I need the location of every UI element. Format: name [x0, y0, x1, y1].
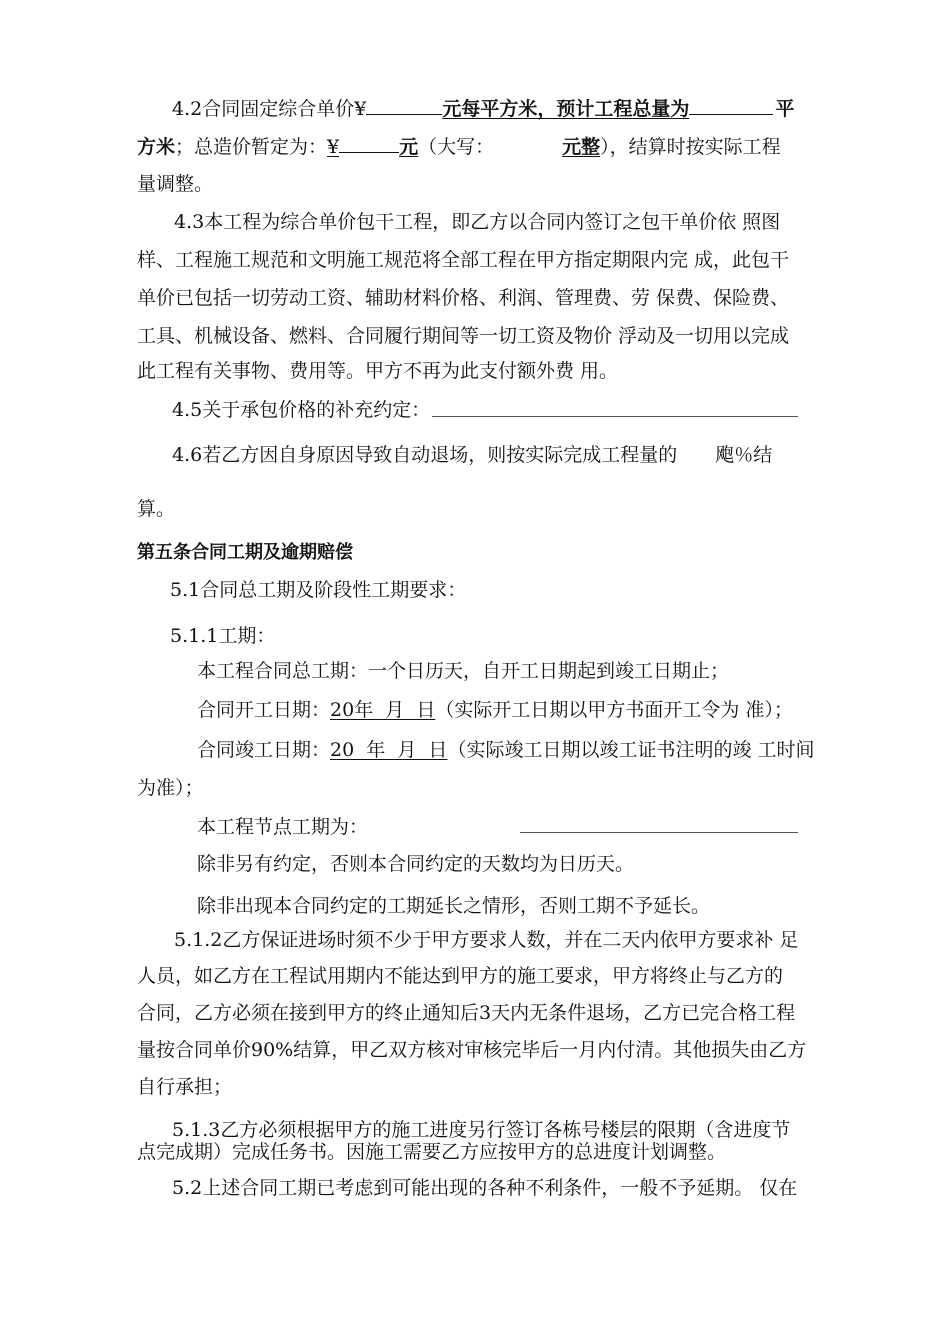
clause-4-2-line-3: 量调整。: [137, 173, 214, 195]
start-date-value: 20年 月 日: [330, 699, 436, 721]
clause-4-6-line-1: [172, 443, 772, 467]
yuan-text: 元: [399, 136, 419, 158]
total-cost-blank: [339, 134, 399, 153]
yuan-whole-text: 元整: [562, 136, 601, 158]
end-date-note: （实际竣工日期以竣工证书注明的竣 工时间: [447, 739, 815, 761]
area-unit-start: 平: [775, 98, 795, 120]
percent-text: 飑％结: [715, 444, 773, 466]
unit-price-blank: [366, 96, 442, 115]
clause-4-2-line-2: [137, 134, 781, 159]
clause-4-6-line-2: 算。: [137, 498, 176, 520]
clause-5-1-2-line: 人员，如乙方在工程试用期内不能达到甲方的施工要求，甲方将终止与乙方的: [137, 965, 784, 987]
currency-symbol-2: ¥: [327, 136, 340, 158]
start-date-note: （实际开工日期以甲方书面开工令为 准）；: [435, 699, 793, 721]
clause-5-1-2-line: 5.1.2乙方保证进场时须不少于甲方要求人数，并在二天内依甲方要求补 足: [174, 929, 799, 951]
no-extension-text: 除非出现本合同约定的工期延长之情形，否则工期不予延长。: [197, 895, 711, 917]
unit-text: 元每平方米，预计工程总量为: [442, 98, 690, 120]
capital-label: （大写：: [418, 136, 495, 158]
clause-4-5-label: 4.5关于承包价格的补充约定：: [172, 399, 431, 421]
clause-5-1-2-line: 自行承担；: [137, 1076, 233, 1098]
clause-4-3-line: 单价已包括一切劳动工资、辅助材料价格、利润、管理费、劳 保费、保险费、: [137, 287, 790, 309]
node-duration-label: 本工程节点工期为：: [197, 816, 369, 838]
clause-5-2-line: 5.2上述合同工期已考虑到可能出现的各种不利条件，一般不予延期。 仅在: [172, 1177, 798, 1199]
start-date-line: [197, 698, 793, 722]
clause-4-5-fill-line: [432, 416, 798, 417]
clause-5-1-label: 5.1合同总工期及阶段性工期要求：: [170, 579, 467, 601]
clause-5-1-2-line: 合同，乙方必须在接到甲方的终止通知后3天内无条件退场，乙方已完合格工程: [137, 1002, 796, 1024]
clause-4-2-line-1: [172, 96, 794, 121]
end-date-label: 合同竣工日期：: [197, 739, 331, 761]
clause-5-1-2-line: 量按合同单价90%结算，甲乙双方核对审核完毕后一月内付清。其他损失由乙方: [137, 1039, 807, 1061]
total-duration-text: 本工程合同总工期：一个日历天，自开工日期起到竣工日期止；: [197, 660, 730, 682]
clause-4-3-line: 样、工程施工规范和文明施工规范将全部工程在甲方指定期限内完 成，此包干: [137, 249, 790, 271]
clause-5-1-3-line: 5.1.3乙方必须根据甲方的施工进度另行签订各栋号楼层的限期（含进度节: [172, 1119, 791, 1141]
clause-5-1-1-label: 5.1.1工期：: [170, 625, 276, 647]
start-date-label: 合同开工日期：: [197, 699, 331, 721]
total-cost-label: ；总造价暂定为：: [175, 136, 328, 158]
article-5-heading: 第五条合同工期及逾期赔偿: [137, 542, 353, 563]
clause-5-1-3-line: 点完成期）完成任务书。因施工需要乙方应按甲方的总进度计划调整。: [137, 1141, 727, 1163]
settlement-text: ），结算时按实际工程: [600, 136, 781, 158]
currency-symbol: ¥: [354, 98, 367, 120]
clause-4-2-text: 4.2合同固定综合单价: [172, 98, 355, 120]
area-unit-end: 方米: [137, 136, 176, 158]
node-duration-fill-line: [520, 832, 798, 833]
clause-4-3-line: 工具、机械设备、燃料、合同履行期间等一切工资及物价 浮动及一切用以完成: [137, 325, 790, 347]
end-date-value: 20 年 月 日: [330, 739, 448, 761]
total-area-blank: [689, 96, 773, 115]
end-date-line-2: 为准）；: [137, 777, 204, 799]
clause-4-3-line: 此工程有关事物、费用等。甲方不再为此支付额外费 用。: [137, 360, 619, 382]
end-date-line: [197, 738, 814, 762]
clause-4-3-line: 4.3本工程为综合单价包干工程，即乙方以合同内签订之包干单价依 照图: [174, 211, 781, 233]
clause-4-6-text: 4.6若乙方因自身原因导致自动退场，则按实际完成工程量的: [172, 444, 678, 466]
calendar-days-text: 除非另有约定，否则本合同约定的天数均为日历天。: [197, 853, 635, 875]
